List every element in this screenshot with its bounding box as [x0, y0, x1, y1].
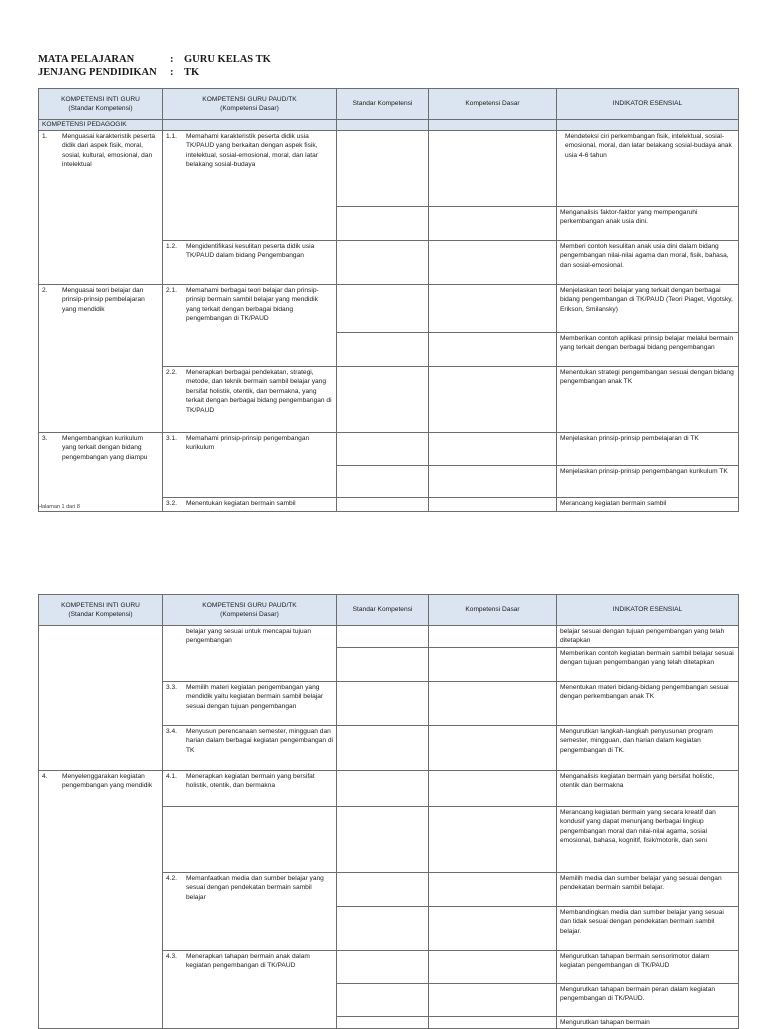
indicator-cell: Menentukan materi bidang-bidang pengembangan sesuai dengan perkembangan anak TK — [557, 682, 739, 726]
header-kompetensi-paud: KOMPETENSI GURU PAUD/TK (Kompetensi Dasar) — [163, 595, 337, 626]
indicator-cell: Menjelaskan teori belajar yang terkait dengan berbagai bidang pengembangan di TK/PAUD (Teori Piaget, Vigotsky, Erikson, Smilansky) — [557, 285, 739, 333]
core-competency-3: 3. Mengembangkan kurikulum yang terkait dengan bidang pengembangan yang diampu — [39, 433, 163, 512]
section-row — [39, 120, 739, 131]
core-competency-4: 4. Menyelenggarakan kegiatan pengembangan yang mendidik — [39, 771, 163, 1029]
indicator-cell: Menjelaskan prinsip-prinsip pembelajaran di TK — [557, 433, 739, 466]
mapel-value: GURU KELAS TK — [184, 54, 271, 65]
table-row — [39, 626, 739, 648]
header-indikator-esensial: INDIKATOR ESENSIAL — [557, 595, 739, 626]
core-competency-3-cont — [39, 626, 163, 771]
competency-table-page2 — [38, 594, 739, 1029]
header-kompetensi-inti: KOMPETENSI INTI GURU (Standar Kompetensi) — [39, 89, 163, 120]
table-header-row — [39, 89, 739, 120]
indicator-cell: Memilih media dan sumber belajar yang sesuai dengan pendekatan bermain sambil belajar. — [557, 873, 739, 907]
competency-1-1: 1.1. Memahami karakteristik peserta didik usia TK/PAUD yang berkaitan dengan aspek fisik, intelektual, sosial-emosional, moral, dan latar belakang sosial-budaya — [163, 131, 337, 241]
competency-4-3: 4.3. Menerapkan tahapan bermain anak dalam kegiatan pengembangan di TK/PAUD — [163, 951, 337, 1029]
jenjang-label: JENJANG PENDIDIKAN — [38, 67, 157, 78]
competency-2-1: 2.1. Memahami berbagai teori belajar dan prinsip-prinsip bermain sambil belajar yang mendidik yang terkait dengan berbagai bidang pengembangan di TK/PAUD — [163, 285, 337, 367]
indicator-cell: Mengurutkan tahapan bermain peran dalam kegiatan pengembangan di TK/PAUD. — [557, 984, 739, 1017]
section-title: KOMPETENSI PEDAGOGIK — [39, 120, 163, 131]
core-competency-1: 1. Menguasai karakteristik peserta didik dari aspek fisik, moral, sosial, kultural, emosional, dan intelektual — [39, 131, 163, 285]
indicator-cell: Mendeteksi ciri perkembangan fisik, intelektual, sosial-emosional, moral, dan latar belakang sosial-budaya anak usia 4-6 tahun — [557, 131, 739, 207]
indicator-cell: Menganalisis kegiatan bermain yang bersifat holistic, otentik dan bermakna — [557, 771, 739, 807]
competency-4-1: 4.1. Menerapkan kegiatan bermain yang bersifat holistik, otentik, dan bermakna — [163, 771, 337, 807]
indicator-cell: Menentukan strategi pengembangan sesuai dengan bidang pengembangan anak TK — [557, 367, 739, 433]
table-row — [39, 771, 739, 807]
competency-1-2: 1.2. Mengidentifikasi kesulitan peserta didik usia TK/PAUD dalam bidang Pengembangan — [163, 241, 337, 285]
header-indikator-esensial: INDIKATOR ESENSIAL — [557, 89, 739, 120]
header-row-mapel — [38, 53, 271, 66]
competency-3-4: 3.4. Menyusun perencanaan semester, mingguan dan harian dalam berbagai kegiatan pengembangan di TK — [163, 726, 337, 771]
jenjang-separator: : — [170, 67, 174, 78]
table-row — [39, 285, 739, 333]
competency-table-page1 — [38, 88, 739, 512]
header-kompetensi-inti: KOMPETENSI INTI GURU (Standar Kompetensi) — [39, 595, 163, 626]
header-standar-kompetensi: Standar Kompetensi — [337, 89, 429, 120]
indicator-cell: Memberikan contoh aplikasi prinsip belajar melalui bermain yang terkait dengan berbagai bidang pengembangan — [557, 333, 739, 367]
table-row — [39, 131, 739, 207]
header-row-jenjang — [38, 66, 271, 79]
competency-3-2-cont: belajar yang sesuai untuk mencapai tujuan pengembangan — [163, 626, 337, 682]
core-competency-2: 2. Menguasai teori belajar dan prinsip-prinsip pembelajaran yang mendidik — [39, 285, 163, 433]
indicator-cell: Memberikan contoh kegiatan bermain sambil belajar sesuai dengan tujuan pengembangan yang telah ditetapkan — [557, 648, 739, 682]
jenjang-value: TK — [184, 67, 200, 78]
indicator-cell: Merancang kegiatan bermain yang secara kreatif dan kondusif yang dapat menunjang berbagai lingkup pengembangan moral dan nilai-nilai agama, sosial emosional, bahasa, kognitif, fisik/motorik, dan seni — [557, 807, 739, 873]
document-header — [38, 53, 271, 79]
table-row — [39, 433, 739, 466]
indicator-cell: Menganalisis faktor-faktor yang mempengaruhi perkembangan anak usia dini. — [557, 207, 739, 241]
table-header-row — [39, 595, 739, 626]
page-footer: Halaman 1 dari 8 — [38, 504, 80, 510]
competency-2-2: 2.2. Menerapkan berbagai pendekatan, strategi, metode, dan teknik bermain sambil belajar yang bersifat holistik, otentik, dan bermakna, yang terkait dengan berbagai bidang pengembangan di TK/PAUD — [163, 367, 337, 433]
header-kompetensi-dasar: Kompetensi Dasar — [429, 595, 557, 626]
indicator-cell: Mengurutkan tahapan bermain — [557, 1017, 739, 1029]
mapel-label: MATA PELAJARAN — [38, 54, 135, 65]
mapel-separator: : — [170, 54, 174, 65]
indicator-cell: Menjelaskan prinsip-prinsip pengembangan kurikulum TK — [557, 466, 739, 498]
indicator-cell: belajar sesuai dengan tujuan pengembangan yang telah ditetapkan — [557, 626, 739, 648]
indicator-cell: Merancang kegiatan bermain sambil — [557, 498, 739, 512]
competency-3-2: 3.2. Menentukan kegiatan bermain sambil — [163, 498, 337, 512]
competency-3-3: 3.3. Memilih materi kegiatan pengembangan yang mendidik yaitu kegiatan bermain sambil belajar sesuai dengan tujuan pengembangan — [163, 682, 337, 726]
header-kompetensi-paud: KOMPETENSI GURU PAUD/TK (Kompetensi Dasar) — [163, 89, 337, 120]
header-kompetensi-dasar: Kompetensi Dasar — [429, 89, 557, 120]
competency-3-1: 3.1. Memahami prinsip-prinsip pengembangan kurikulum — [163, 433, 337, 498]
header-standar-kompetensi: Standar Kompetensi — [337, 595, 429, 626]
competency-4-2: 4.2. Memanfaatkan media dan sumber belajar yang sesuai dengan pendekatan bermain sambil belajar — [163, 873, 337, 951]
indicator-cell: Membandingkan media dan sumber belajar yang sesuai dan tidak sesuai dengan pendekatan bermain sambil belajar. — [557, 907, 739, 951]
indicator-cell: Memberi contoh kesulitan anak usia dini dalam bidang pengembangan nilai-nilai agama dan moral, fisik, bahasa, dan sosial-emosional. — [557, 241, 739, 285]
indicator-cell: Mengurutkan langkah-langkah penyusunan program semester, mingguan, dan harian dalam kegiatan pengembangan di TK. — [557, 726, 739, 771]
indicator-cell: Mengurutkan tahapan bermain sensorimotor dalam kegiatan pengembangan di TK/PAUD — [557, 951, 739, 984]
